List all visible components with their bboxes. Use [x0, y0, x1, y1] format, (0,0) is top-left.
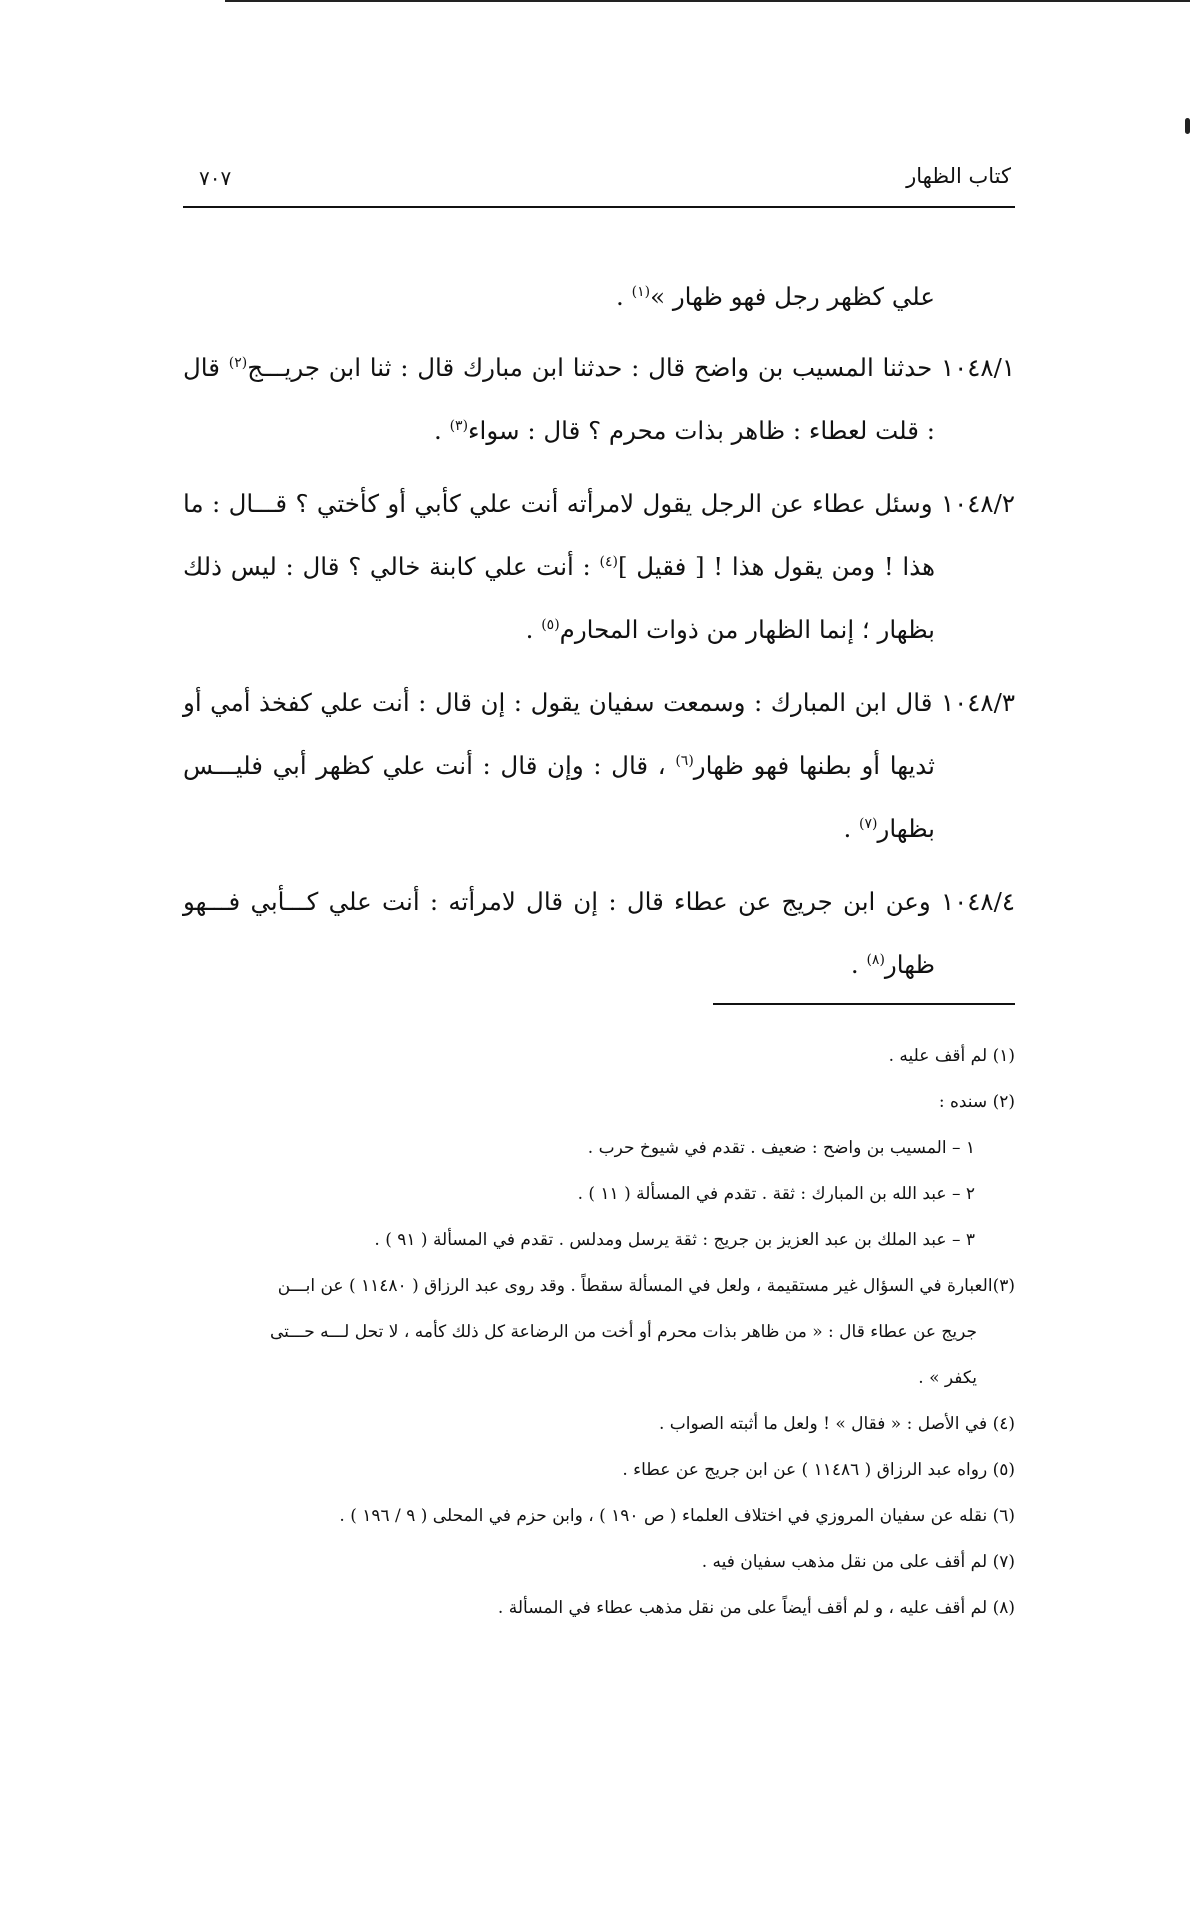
book-title: كتاب الظهار — [906, 164, 1011, 188]
paragraph-number: ١٠٤٨/٣ — [940, 688, 1015, 717]
footnote-text: سنده : — [938, 1092, 993, 1112]
footnote-ref: (٤) — [599, 553, 618, 570]
footnote-label: (٦) — [992, 1506, 1015, 1526]
scan-top-edge — [225, 0, 1190, 2]
main-text — [183, 265, 1015, 1006]
footnote-label: (٥) — [992, 1460, 1015, 1480]
footnote-text: لم أقف عليه ، و لم أقف أيضاً على من نقل مذهب عطاء في المسألة . — [497, 1598, 993, 1618]
paragraph-1048-4 — [183, 870, 1015, 996]
footnote-text: في الأصل : « فقال » ! ولعل ما أثبته الصواب . — [658, 1414, 993, 1434]
paragraph-number: ١٠٤٨/٢ — [940, 489, 1015, 518]
paragraph-tail: قال : قلت لعطاء : ظاهر بذات محرم ؟ قال : سواء — [183, 353, 935, 445]
footnote-text: العبارة في السؤال غير مستقيمة ، ولعل في المسألة سقطاً . وقد روى عبد الرزاق ( ١١٤٨٠ ) عن ابـــن — [277, 1276, 993, 1296]
paragraph-tail: . — [525, 615, 542, 644]
paragraph-tail: ، قال : وإن قال : أنت علي كظهر أبي فليـــس بظهار — [183, 751, 935, 843]
footnote-6 — [183, 1493, 1015, 1539]
footnote-text: ٢ – عبد الله بن المبارك : ثقة . تقدم في المسألة ( ١١ ) . — [577, 1184, 975, 1204]
footnote-4 — [183, 1401, 1015, 1447]
footnote-ref: (٦) — [675, 752, 694, 769]
scan-edge-mark — [1185, 118, 1190, 134]
footnote-label: (٢) — [992, 1092, 1015, 1112]
footnote-text-continuation: جريج عن عطاء قال : « من ظاهر بذات محرم أو أخت من الرضاعة كل ذلك كأمه ، لا تحل لـــه حـــتى — [269, 1322, 977, 1342]
footnote-ref: (٨) — [866, 951, 885, 968]
paragraph-tail: . — [433, 416, 450, 445]
paragraph-text: حدثنا المسيب بن واضح قال : حدثنا ابن مبارك قال : ثنا ابن جريـــج — [247, 353, 941, 382]
footnote-label: (١) — [992, 1046, 1015, 1066]
footnote-text: ٣ – عبد الملك بن عبد العزيز بن جريج : ثقة يرسل ومدلس . تقدم في المسألة ( ٩١ ) . — [374, 1230, 975, 1250]
footnote-text: نقله عن سفيان المروزي في اختلاف العلماء ( ص ١٩٠ ) ، وابن حزم في المحلى ( ٩ / ١٩٦ ) . — [339, 1506, 993, 1526]
footnote-3 — [183, 1263, 1015, 1401]
footnotes — [183, 1033, 1015, 1631]
footnote-label: (٣) — [992, 1276, 1015, 1296]
paragraph-tail: . — [850, 950, 867, 979]
footnote-text: ١ – المسيب بن واضح : ضعيف . تقدم في شيوخ حرب . — [587, 1138, 975, 1158]
footnote-label: (٧) — [992, 1552, 1015, 1572]
paragraph-number: ١٠٤٨/٤ — [940, 887, 1015, 916]
running-header — [183, 160, 1015, 208]
footnote-2-item-2 — [183, 1171, 1015, 1217]
page-number: ٧٠٧ — [199, 166, 232, 190]
paragraph-text: علي كظهر رجل فهو ظهار » — [650, 282, 935, 311]
footnote-8 — [183, 1585, 1015, 1631]
footnote-1 — [183, 1033, 1015, 1079]
footnote-label: (٨) — [992, 1598, 1015, 1618]
footnote-ref: (٢) — [228, 354, 248, 371]
footnote-7 — [183, 1539, 1015, 1585]
paragraph-text: وعن ابن جريج عن عطاء قال : إن قال لامرأته : أنت علي كـــأبي فـــهو ظهار — [183, 887, 941, 979]
footnote-5 — [183, 1447, 1015, 1493]
footnote-label: (٤) — [992, 1414, 1015, 1434]
footnote-2-item-1 — [183, 1125, 1015, 1171]
paragraph-tail: . — [843, 814, 860, 843]
paragraph-1048-2 — [183, 472, 1015, 661]
footnote-ref: (١) — [631, 283, 651, 300]
footnote-text: لم أقف عليه . — [888, 1046, 993, 1066]
footnote-ref: (٣) — [449, 417, 469, 434]
footnote-text: لم أقف على من نقل مذهب سفيان فيه . — [701, 1552, 993, 1572]
footnote-ref: (٥) — [541, 616, 560, 633]
paragraph-1048-1 — [183, 336, 1015, 462]
paragraph-continuation — [183, 265, 1015, 328]
paragraph-1048-3 — [183, 671, 1015, 860]
paragraph-text: وسئل عطاء عن الرجل يقول لامرأته أنت علي كأبي أو كأختي ؟ قـــال : ما هذا ! ومن يقول هذا ! [ فقيل ] — [183, 489, 941, 581]
footnote-ref: (٧) — [859, 815, 878, 832]
paragraph-tail: : أنت علي كابنة خالي ؟ قال : ليس ذلك بظهار ؛ إنما الظهار من ذوات المحارم — [183, 552, 935, 644]
footnote-text: رواه عبد الرزاق ( ١١٤٨٦ ) عن ابن جريج عن عطاء . — [622, 1460, 993, 1480]
paragraph-number: ١٠٤٨/١ — [940, 353, 1016, 382]
footnote-2-item-3 — [183, 1217, 1015, 1263]
footnote-text-continuation: يكفر » . — [918, 1368, 977, 1388]
footnote-2 — [183, 1079, 1015, 1125]
footnote-separator — [713, 1003, 1015, 1005]
paragraph-tail: . — [616, 282, 632, 311]
paragraph-text: قال ابن المبارك : وسمعت سفيان يقول : إن قال : أنت علي كفخذ أمي أو ثديها أو بطنها فهو ظهار — [183, 688, 941, 780]
